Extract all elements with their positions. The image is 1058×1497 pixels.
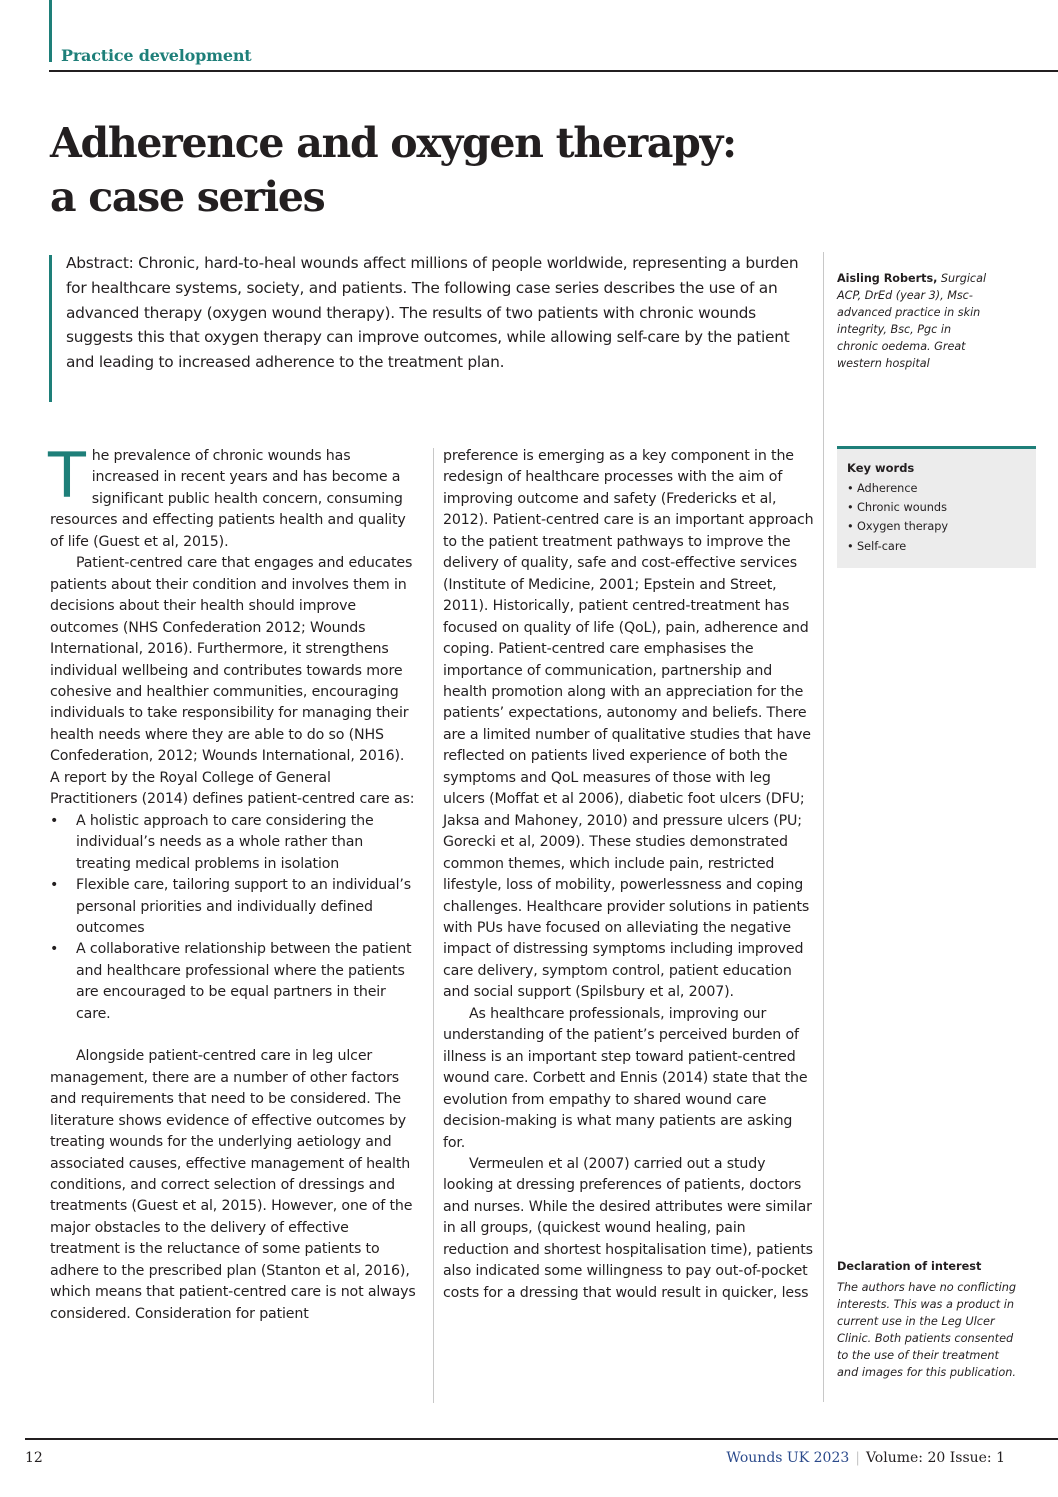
- declaration-title: Declaration of interest: [837, 1260, 982, 1273]
- bullet-icon: •: [847, 501, 854, 515]
- keyword-label: Chronic wounds: [857, 501, 947, 515]
- body-column-2: [443, 446, 815, 1304]
- declaration-of-interest: [837, 1258, 1017, 1381]
- paragraph: Vermeulen et al (2007) carried out a study looking at dressing preferences of patients, doctors and nurses. While the desired attributes were similar in all groups, (quickest wound healing, pain reduction and shortest hospitalisation time), patients also indicated some willingness to pay out-of-pocket costs for a dressing that would result in quicker, less: [443, 1155, 813, 1301]
- page-number: 12: [25, 1450, 43, 1466]
- bullet-icon: •: [50, 877, 59, 894]
- journal-issue: Volume: 20 Issue: 1: [865, 1450, 1005, 1466]
- list-item: [50, 875, 418, 939]
- keywords-list: [847, 479, 1036, 556]
- article-title: [50, 116, 810, 224]
- keyword-label: Self-care: [857, 539, 907, 553]
- section-label: Practice development: [61, 46, 252, 65]
- paragraph: [48, 439, 418, 553]
- column-divider: [433, 448, 434, 1403]
- body-column-1: [48, 439, 418, 1325]
- list-item-text: Flexible care, tailoring support to an individual’s personal priorities and individually defined outcomes: [76, 877, 412, 936]
- keyword-label: Adherence: [857, 482, 918, 495]
- article-title-line-1: Adherence and oxygen therapy:: [50, 119, 736, 167]
- drop-cap: T: [48, 439, 86, 512]
- author-info: [837, 270, 987, 372]
- keyword-item: [847, 537, 1036, 556]
- journal-info: [726, 1450, 1005, 1466]
- keyword-item: [847, 479, 1036, 498]
- journal-name: Wounds UK 2023: [726, 1450, 850, 1466]
- keywords-title: Key words: [847, 461, 915, 475]
- paragraph: Alongside patient-centred care in leg ulcer management, there are a number of other factors and requirements that need to be considered. The literature shows evidence of effective outcomes by treating wounds for the underlying aetiology and associated causes, effective management of health conditions, and correct selection of dressings and treatments (Guest et al, 2015). However, one of the major obstacles to the delivery of effective treatment is the reluctance of some patients to adhere to the prescribed plan (Stanton et al, 2016), which means that patient-centred care is not always considered. Consideration for patient: [50, 1048, 416, 1322]
- author-name: Aisling Roberts,: [837, 272, 938, 285]
- paragraph-text: he prevalence of chronic wounds has increased in recent years and has become a significant public health concern, consuming resources and effecting patients health and quality of life (Guest et al, 2015).: [50, 448, 406, 550]
- bullet-list: [50, 811, 418, 1026]
- header-rule: [49, 70, 1058, 72]
- list-item: [50, 811, 418, 875]
- keywords-box: [837, 446, 1036, 568]
- author-credentials: Surgical ACP, DrEd (year 3), Msc-advanced practice in skin integrity, Bsc, Pgc in chronic oedema. Great western hospital: [837, 272, 987, 370]
- keyword-item: [847, 498, 1036, 517]
- keyword-label: Oxygen therapy: [857, 520, 949, 534]
- paragraph: As healthcare professionals, improving our understanding of the patient’s perceived burden of illness is an important step toward patient-centred wound care. Corbett and Ennis (2014) state that the evolution from empathy to shared wound care decision-making is what many patients are asking for.: [443, 1005, 808, 1151]
- abstract: Abstract: Chronic, hard-to-heal wounds affect millions of people worldwide, representing a burden for healthcare systems, society, and patients. The following case series describes the use of an advanced therapy (oxygen wound therapy). The results of two patients with chronic wounds suggests this that oxygen therapy can improve outcomes, while allowing self-care by the patient and leading to increased adherence to the treatment plan.: [66, 254, 799, 372]
- footer-rule: [25, 1438, 1058, 1440]
- paragraph: preference is emerging as a key component in the redesign of healthcare processes with the aim of improving outcome and safety (Fredericks et al, 2012). Patient-centred care is an important approach to the patient treatment pathways to improve the delivery of quality, safe and cost-effective services (Institute of Medicine, 2001; Epstein and Street, 2011). Historically, patient centred-treatment has focused on quality of life (QoL), pain, adherence and coping. Patient-centred care emphasises the importance of communication, partnership and health promotion along with an appreciation for the patients’ expectations, autonomy and beliefs. There are a limited number of qualitative studies that have reflected on patients lived experience of both the symptoms and QoL measures of those with leg ulcers (Moffat et al 2006), diabetic foot ulcers (DFU; Jaksa and Mahoney, 2010) and pressure ulcers (PU; Gorecki et al, 2009). These studies demonstrated common themes, which include pain, restricted lifestyle, loss of mobility, powerlessness and coping challenges. Healthcare provider solutions in patients with PUs have focused on alleviating the negative impact of distressing symptoms including improved care delivery, symptom control, patient education and social support (Spilsbury et al, 2007).: [443, 448, 814, 1001]
- bullet-icon: •: [847, 482, 854, 495]
- article-title-line-2: a case series: [50, 173, 325, 221]
- paragraph: Patient-centred care that engages and educates patients about their condition and involves them in decisions about their health should improve outcomes (NHS Confederation 2012; Wounds International, 2016). Furthermore, it strengthens individual wellbeing and contributes towards more cohesive and healthier communities, encouraging individuals to take responsibility for managing their health needs where they are able to do so (NHS Confederation, 2012; Wounds International, 2016). A report by the Royal College of General Practitioners (2014) defines patient-centred care as:: [50, 555, 415, 808]
- list-item-text: A holistic approach to care considering the individual’s needs as a whole rather than treating medical problems in isolation: [76, 812, 374, 872]
- sidebar-divider: [823, 252, 824, 1402]
- footer-separator: |: [855, 1450, 860, 1466]
- list-item: [50, 939, 418, 1025]
- bullet-icon: •: [847, 539, 854, 553]
- bullet-icon: •: [50, 941, 59, 958]
- abstract-accent-bar: [49, 255, 52, 402]
- section-accent-bar: [49, 0, 52, 62]
- bullet-icon: •: [847, 520, 854, 534]
- list-item-text: A collaborative relationship between the patient and healthcare professional where the patients are encouraged to be equal partners in their care.: [76, 941, 412, 1022]
- bullet-icon: •: [50, 812, 59, 829]
- declaration-body: The authors have no conflicting interests. This was a product in current use in the Leg Ulcer Clinic. Both patients consented to the use of their treatment and images for this publication.: [837, 1281, 1017, 1379]
- keyword-item: [847, 517, 1036, 536]
